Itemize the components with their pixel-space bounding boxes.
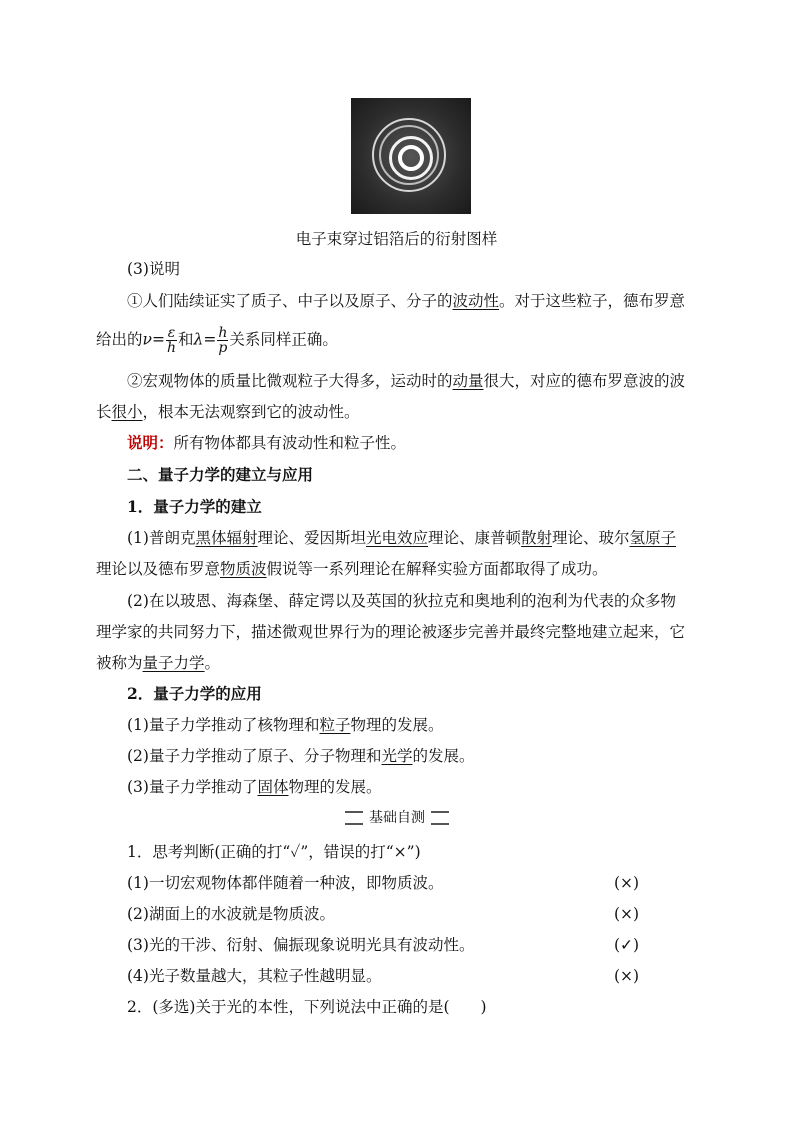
paragraph-2-line-1: ②宏观物体的质量比微观粒子大得多，运动时的动量很大，对应的德布罗意波的波 (127, 372, 686, 390)
section-heading: (3)说明 (127, 260, 180, 278)
question-1: 1．思考判断(正确的打“✓”，错误的打“×”) (127, 843, 421, 861)
quiz-item: (4)光子数量越大，其粒子性越明显。 (127, 967, 382, 985)
quiz-item: (2)湖面上的水波就是物质波。 (127, 905, 335, 923)
s2-line-3: 被称为量子力学。 (96, 654, 221, 672)
s1-line-1: (1)普朗克黑体辐射理论、爱因斯坦光电效应理论、康普顿散射理论、玻尔氢原子 (127, 529, 677, 547)
question-2: 2．(多选)关于光的本性，下列说法中正确的是( ) (127, 998, 487, 1016)
quiz-item-mark: (×) (614, 874, 640, 892)
s2-line-1: (2)在以玻恩、海森堡、薛定谔以及英国的狄拉克和奥地利的泡利为代表的众多物 (127, 592, 676, 610)
quiz-item: (3)光的干涉、衍射、偏振现象说明光具有波动性。 (127, 936, 475, 954)
fraction-epsilon-over-h: $\frac{\varepsilon}{h}$ (166, 325, 176, 356)
paragraph-2-line-2: 长很小，根本无法观察到它的波动性。 (96, 403, 360, 421)
fraction-h-over-p: $\frac{h}{p}$ (218, 325, 228, 356)
subsection-1-title: 1．量子力学的建立 (127, 497, 262, 516)
quiz-item-mark: (×) (614, 905, 640, 923)
quiz-item-mark: (×) (614, 967, 640, 985)
quiz-item-mark: (✓) (614, 936, 640, 954)
application-1: (1)量子力学推动了核物理和粒子物理的发展。 (127, 716, 444, 734)
part-2-title: 二、量子力学的建立与应用 (127, 465, 314, 484)
s1-line-2: 理论以及德布罗意物质波假说等一系列理论在解释实验方面都取得了成功。 (96, 560, 608, 578)
figure-caption: 电子束穿过铝箔后的衍射图样 (295, 230, 498, 248)
self-test-banner: 基础自测 (345, 808, 449, 828)
subsection-2-title: 2．量子力学的应用 (127, 684, 262, 703)
application-3: (3)量子力学推动了固体物理的发展。 (127, 778, 382, 796)
diffraction-image (351, 98, 471, 214)
formula-line: 给出的ν= $\frac{\varepsilon}{h}$ 和λ= $\frac{h}{p}$ 关系同样正确。 (96, 325, 338, 356)
paragraph-1-line-1: ①人们陆续证实了质子、中子以及原子、分子的波动性。对于这些粒子，德布罗意 (127, 292, 686, 310)
note-line: 说明：所有物体都具有波动性和粒子性。 (127, 433, 407, 452)
application-2: (2)量子力学推动了原子、分子物理和光学的发展。 (127, 747, 475, 765)
quiz-item: (1)一切宏观物体都伴随着一种波，即物质波。 (127, 874, 444, 892)
s2-line-2: 理学家的共同努力下，描述微观世界行为的理论被逐步完善并最终完整地建立起来，它 (96, 623, 686, 641)
